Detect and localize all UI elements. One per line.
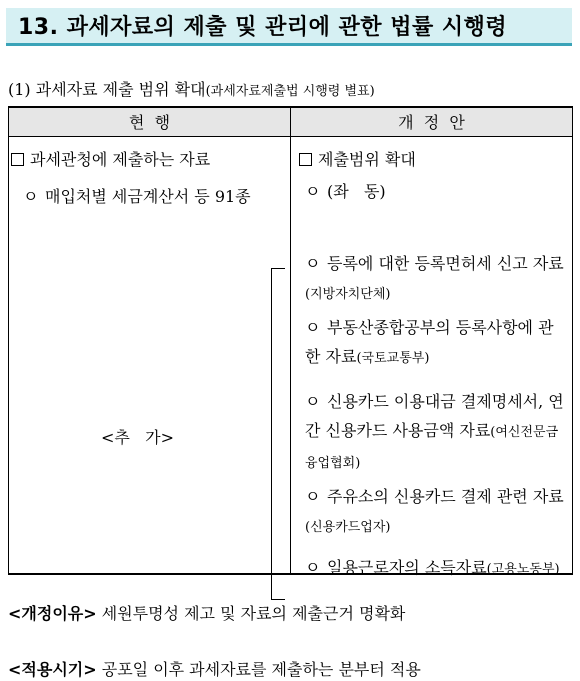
revised-item: ㅇ 주유소의 신용카드 결제 관련 자료(신용카드업자) [305,482,568,542]
bullet-icon: ㅇ [23,186,39,206]
subsection-title: (1) 과세자료 제출 범위 확대 [8,80,206,99]
checkbox-icon [299,153,312,166]
section-title: 13. 과세자료의 제출 및 관리에 관한 법률 시행령 [6,8,572,46]
revised-heading: 제출범위 확대 [299,147,416,170]
comparison-table [8,106,573,575]
header-revised: 개 정 안 [291,107,573,136]
bullet-icon: ㅇ [305,391,321,411]
bullet-icon: ㅇ [305,486,321,506]
current-item: ㅇ 매입처별 세금계산서 등 91종 [23,184,251,207]
revised-item: ㅇ 등록에 대한 등록면허세 신고 자료(지방자치단체) [305,249,568,309]
revised-item: ㅇ 신용카드 이용대금 결제명세서, 연간 신용카드 사용금액 자료(여신전문금융업협회) [305,387,568,478]
header-current: 현 행 [9,107,291,136]
current-column [9,136,291,574]
reason-tag: <개정이유> [8,604,97,623]
reason-text: 세원투명성 제고 및 자료의 제출근거 명확화 [101,604,406,623]
bullet-icon: ㅇ [305,557,321,577]
subsection-note: (과세자료제출법 시행령 별표) [205,84,375,99]
bullet-icon: ㅇ [305,317,321,337]
bullet-icon: ㅇ [305,181,321,201]
subsection-heading [8,77,375,100]
timing-text: 공포일 이후 과세자료를 제출하는 분부터 적용 [101,660,421,679]
timing-note [8,657,421,680]
checkbox-icon [11,153,24,166]
revised-column [291,136,573,577]
current-heading: 과세관청에 제출하는 자료 [11,147,210,170]
revised-item: ㅇ 일용근로자의 소득자료(고용노동부) [305,553,568,584]
revised-item: ㅇ 부동산종합공부의 등록사항에 관한 자료(국토교통부) [305,313,568,373]
reason-note [8,601,405,624]
timing-tag: <적용시기> [8,660,97,679]
added-label: <추 가> [101,427,174,447]
bullet-icon: ㅇ [305,253,321,273]
bracket-divider [271,268,285,600]
revised-item: ㅇ (좌 동) [305,177,568,206]
